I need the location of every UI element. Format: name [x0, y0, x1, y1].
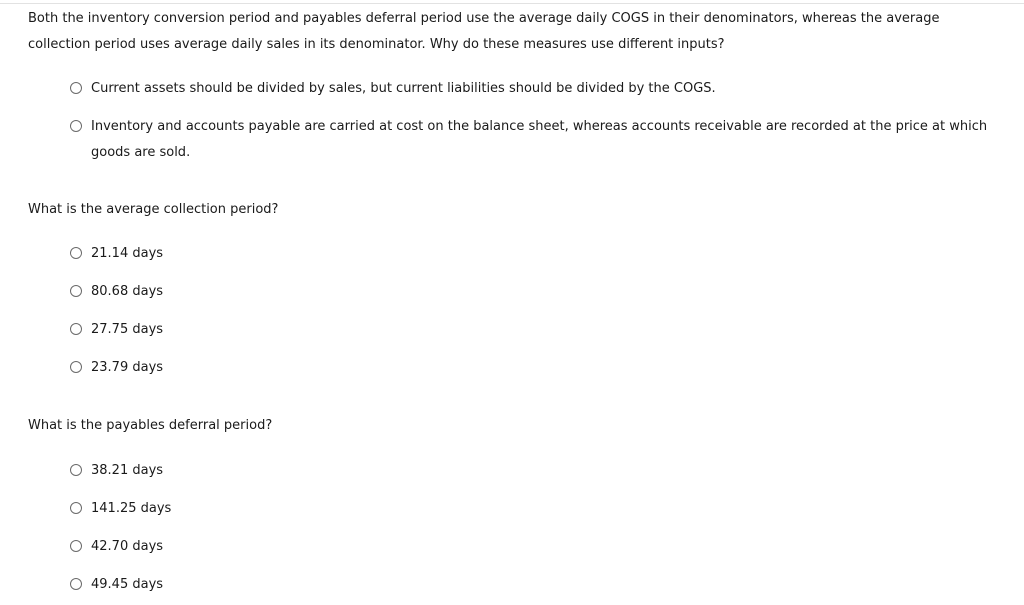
q2-option-3[interactable] — [70, 317, 990, 343]
question-1-prompt: Both the inventory conversion period and payables deferral period use the average daily COGS in their denominators, whereas the average collection period uses average daily sales in its denominator. Why do these measures use different inputs? — [28, 11, 940, 52]
radio-button-icon[interactable] — [70, 464, 82, 476]
q1-option-2[interactable] — [70, 114, 990, 166]
question-2-prompt: What is the average collection period? — [28, 202, 279, 217]
q3-option-2[interactable] — [70, 496, 990, 522]
q2-option-2-label: 80.68 days — [91, 284, 164, 299]
radio-button-icon[interactable] — [70, 82, 82, 94]
q2-option-1[interactable] — [70, 241, 990, 267]
q3-option-4-label: 49.45 days — [91, 577, 164, 592]
q1-option-2-label: Inventory and accounts payable are carried at cost on the balance sheet, whereas accounts receivable are recorded at the price at which goods are sold. — [91, 119, 988, 160]
radio-button-icon[interactable] — [70, 540, 82, 552]
q2-option-3-label: 27.75 days — [91, 322, 164, 337]
radio-button-icon[interactable] — [70, 323, 82, 335]
radio-button-icon[interactable] — [70, 361, 82, 373]
top-divider — [0, 3, 1024, 4]
radio-button-icon[interactable] — [70, 247, 82, 259]
q2-option-2[interactable] — [70, 279, 990, 305]
radio-button-icon[interactable] — [70, 120, 82, 132]
q1-option-1-label: Current assets should be divided by sales, but current liabilities should be divided by the COGS. — [91, 81, 716, 96]
radio-button-icon[interactable] — [70, 502, 82, 514]
q3-option-2-label: 141.25 days — [91, 501, 172, 516]
q3-option-1-label: 38.21 days — [91, 463, 164, 478]
radio-button-icon[interactable] — [70, 285, 82, 297]
question-3-prompt: What is the payables deferral period? — [28, 418, 273, 433]
q3-option-3[interactable] — [70, 534, 990, 560]
q3-option-4[interactable] — [70, 572, 990, 598]
q2-option-4[interactable] — [70, 355, 990, 381]
q2-option-4-label: 23.79 days — [91, 360, 164, 375]
radio-button-icon[interactable] — [70, 578, 82, 590]
q1-option-1[interactable] — [70, 76, 990, 102]
q3-option-3-label: 42.70 days — [91, 539, 164, 554]
q3-option-1[interactable] — [70, 458, 990, 484]
q2-option-1-label: 21.14 days — [91, 246, 164, 261]
